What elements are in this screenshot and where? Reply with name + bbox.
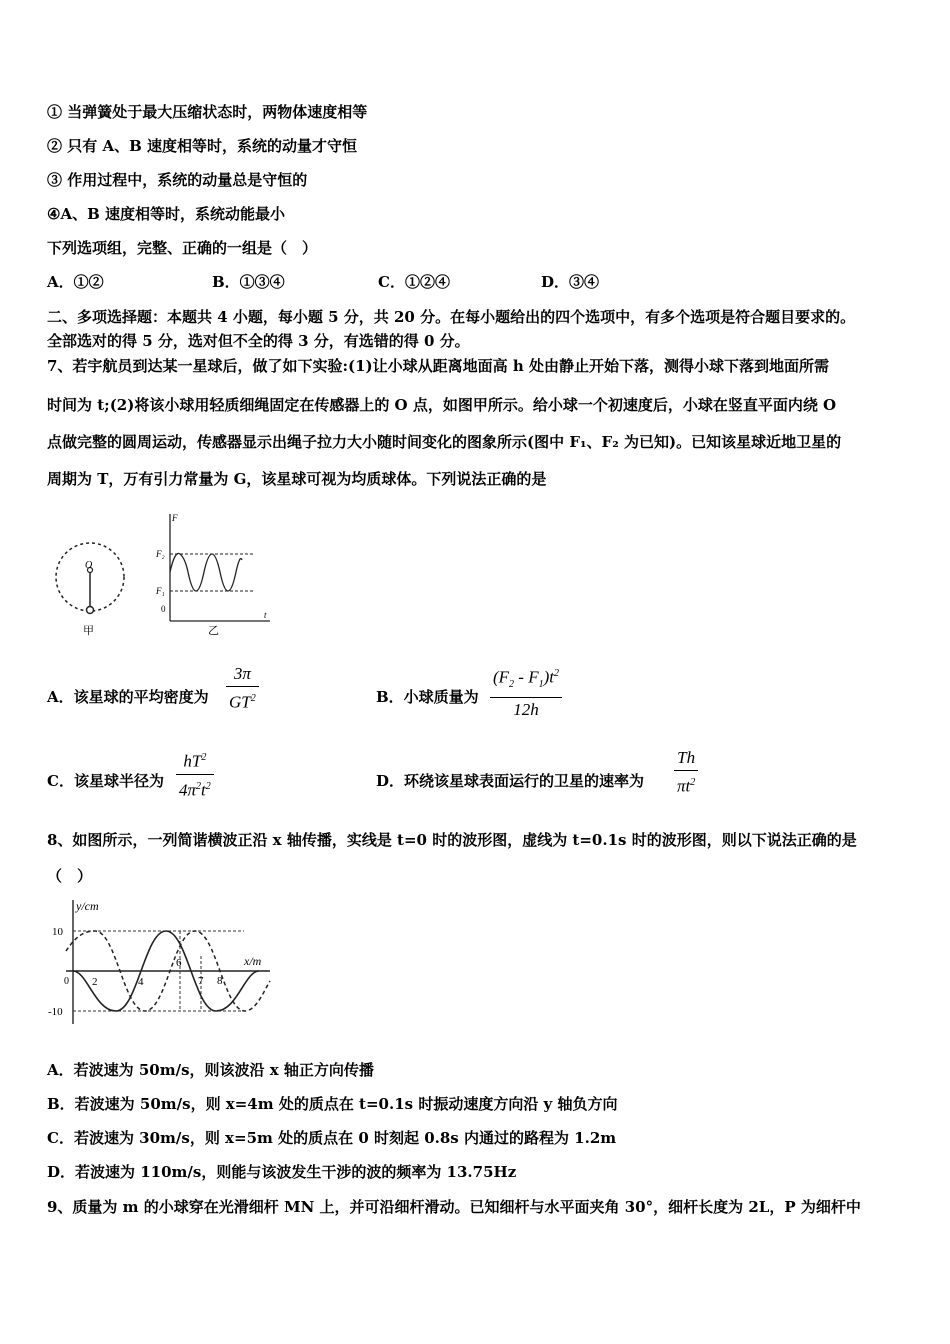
fraction-density: 3π $GT^2$ [226, 664, 259, 713]
label-origin: 0 [161, 604, 166, 614]
statement-1: ① 当弹簧处于最大压缩状态时，两物体速度相等 [47, 103, 368, 121]
q6-option-b[interactable]: B．①③④ [212, 273, 285, 291]
figure-yi [152, 510, 277, 640]
wave-figure [44, 896, 274, 1028]
label-y-neg10: -10 [48, 1006, 63, 1018]
statement-4: ④A、B 速度相等时，系统动能最小 [47, 205, 285, 223]
label-x-7: 7 [198, 975, 204, 987]
fraction-mass: $(F_2 - F_1)t^2$ 12h [490, 664, 562, 720]
label-jia: 甲 [83, 625, 94, 637]
label-y-10: 10 [52, 926, 63, 938]
label-f: F [172, 513, 178, 523]
section2-scoring: 全部选对的得 5 分，选对但不全的得 3 分，有选错的得 0 分。 [47, 332, 470, 350]
q8-option-a[interactable]: A．若波速为 50m/s，则该波沿 x 轴正方向传播 [47, 1061, 374, 1079]
label-x-2: 2 [92, 976, 98, 988]
label-x-4: 4 [138, 976, 144, 988]
label-y-axis: y/cm [76, 899, 99, 913]
fraction-speed: Th $\pi t^2$ [674, 748, 698, 797]
statement-3: ③ 作用过程中，系统的动量总是守恒的 [47, 171, 308, 189]
force-curve [170, 553, 242, 591]
label-t: t [264, 610, 267, 620]
q7-text-line-3: 点做完整的圆周运动，传感器显示出绳子拉力大小随时间变化的图象所示(图中 F₁、F₂ 为已知)。已知该星球近地卫星的 [47, 433, 842, 451]
q7-option-d[interactable]: D．环绕该星球表面运行的卫星的速率为 [376, 772, 645, 790]
q8-option-b[interactable]: B．若波速为 50m/s，则 x=4m 处的质点在 t=0.1s 时振动速度方向沿 y 轴负方向 [47, 1095, 618, 1113]
label-x-axis: x/m [244, 954, 262, 968]
q6-prompt: 下列选项组，完整、正确的一组是（ ） [47, 239, 318, 257]
q8-text-line-1: 8、如图所示，一列简谐横波正沿 x 轴传播，实线是 t=0 时的波形图，虚线为 t=0.1s 时的波形图，则以下说法正确的是 [47, 831, 857, 849]
label-f2: F₂ [156, 549, 165, 559]
q7-text-line-2: 时间为 t;(2)将该小球用轻质细绳固定在传感器上的 O 点，如图甲所示。给小球一个初速度后，小球在竖直平面内绕 O [47, 396, 837, 414]
ball [87, 607, 94, 614]
label-origin: 0 [64, 976, 69, 987]
section2-heading: 二、多项选择题：本题共 4 小题，每小题 5 分，共 20 分。在每小题给出的四个选项中，有多个选项是符合题目要求的。 [47, 308, 856, 326]
q8-option-d[interactable]: D．若波速为 110m/s，则能与该波发生干涉的波的频率为 13.75Hz [47, 1163, 517, 1181]
q6-option-a[interactable]: A．①② [47, 273, 104, 291]
figure-jia [48, 535, 138, 640]
label-x-6: 6 [176, 957, 182, 969]
label-f1: F₁ [156, 586, 165, 596]
label-x-8: 8 [217, 975, 223, 987]
q7-option-c[interactable]: C．该星球半径为 [47, 772, 164, 790]
q7-option-a[interactable]: A．该星球的平均密度为 [47, 688, 209, 706]
q9-text-line-1: 9、质量为 m 的小球穿在光滑细杆 MN 上，并可沿细杆滑动。已知细杆与水平面夹角 30°，细杆长度为 2L，P 为细杆中 [47, 1198, 861, 1216]
q7-text-line-4: 周期为 T，万有引力常量为 G，该星球可视为均质球体。下列说法正确的是 [47, 470, 547, 488]
fraction-radius: $hT^2$ $4\pi^2t^2$ [176, 748, 214, 800]
statement-2: ② 只有 A、B 速度相等时，系统的动量才守恒 [47, 137, 357, 155]
label-yi: 乙 [208, 625, 219, 637]
q6-option-d[interactable]: D．③④ [541, 273, 600, 291]
q7-option-b[interactable]: B．小球质量为 [376, 688, 479, 706]
q8-option-c[interactable]: C．若波速为 30m/s，则 x=5m 处的质点在 0 时刻起 0.8s 内通过的路程为 1.2m [47, 1129, 617, 1147]
q8-text-line-2: （ ） [47, 867, 93, 885]
label-o: O [85, 560, 93, 571]
q6-option-c[interactable]: C．①②④ [378, 273, 450, 291]
q7-text-line-1: 7、若宇航员到达某一星球后，做了如下实验:(1)让小球从距离地面高 h 处由静止开始下落，测得小球下落到地面所需 [47, 357, 829, 375]
